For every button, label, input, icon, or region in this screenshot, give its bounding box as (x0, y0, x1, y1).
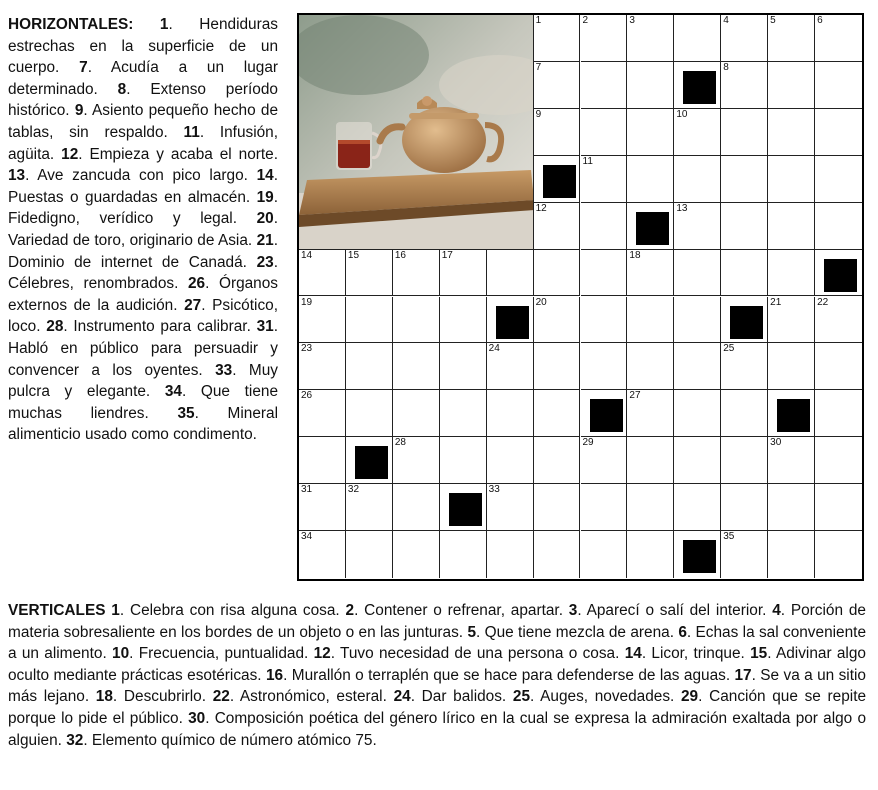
clue-number: 27 (184, 296, 202, 314)
clue-text: Infusión, agüita. (8, 123, 279, 163)
clue-text: Acudía a un lugar determinado. (8, 59, 279, 98)
black-square (674, 62, 721, 109)
clue-number: 21 (256, 231, 274, 249)
clue-item: 34. Que tiene muchas liendres. (8, 383, 279, 422)
grid-cell[interactable] (581, 250, 628, 297)
black-block (824, 259, 857, 292)
clue-text: Psicótico, loco. (8, 296, 278, 336)
black-block (683, 540, 716, 573)
clue-text: Fidedigno, verídico y legal. (8, 210, 237, 228)
clue-text: Dar balidos. (421, 688, 507, 706)
grid-cell[interactable] (815, 15, 862, 62)
clue-text: Murallón o terraplén que se hace para defenderse de las aguas. (291, 666, 731, 684)
clue-text: Se va a un sitio más lejano. (8, 666, 866, 706)
black-square (581, 390, 628, 437)
cell-number: 17 (441, 249, 453, 261)
grid-cell[interactable] (627, 484, 674, 531)
clue-number: 20 (256, 210, 274, 228)
grid-cell[interactable] (581, 15, 628, 62)
grid-cell[interactable] (721, 484, 768, 531)
teapot-photo-icon (299, 15, 534, 250)
clue-number: 23 (256, 253, 274, 271)
grid-cell[interactable] (393, 297, 440, 344)
cell-number: 33 (488, 484, 500, 496)
black-square (721, 297, 768, 344)
grid-cell[interactable] (627, 62, 674, 109)
grid-cell[interactable] (346, 531, 393, 578)
clue-text: Extenso período histórico. (8, 80, 278, 120)
cell-number: 29 (582, 437, 594, 449)
clue-item: 20. Variedad de toro, originario de Asia. (8, 210, 278, 249)
clue-number: 25 (512, 688, 531, 706)
grid-cell[interactable] (721, 203, 768, 250)
grid-cell[interactable] (581, 297, 628, 344)
black-square (768, 390, 815, 437)
clue-item: 15. Adivinar algo oculto mediante prácticas esotéricas. (8, 645, 866, 684)
clue-number: 35 (177, 404, 195, 422)
cell-number: 13 (676, 202, 688, 214)
black-block (636, 212, 669, 245)
grid-cell[interactable] (627, 15, 674, 62)
clue-item: 30. Composición poética del género lírico en la cual se expresa la admiración exaltada por algo o alguien. (8, 709, 867, 749)
clue-number: 29 (681, 688, 699, 706)
clue-number: 2 (345, 602, 355, 619)
grid-cell[interactable] (393, 484, 440, 531)
clue-item: 21. Dominio de internet de Canadá. (8, 231, 278, 271)
cell-number: 34 (301, 531, 313, 543)
grid-cell[interactable] (534, 62, 581, 109)
clue-item: 24. Dar balidos. (393, 688, 507, 706)
grid-cell[interactable] (721, 437, 768, 484)
clue-item: 23. Célebres, renombrados. (8, 253, 278, 293)
grid-cell[interactable] (768, 343, 815, 390)
clue-text: Célebres, renombrados. (8, 275, 179, 293)
grid-cell[interactable] (534, 343, 581, 390)
grid-cell[interactable] (393, 250, 440, 297)
grid-cell[interactable] (674, 437, 721, 484)
clue-item: 22. Astronómico, esteral. (212, 688, 387, 706)
clue-item: 12. Empieza y acaba el norte. (61, 145, 278, 163)
clue-number: 12 (61, 145, 79, 163)
grid-cell[interactable] (674, 203, 721, 250)
grid-cell[interactable] (534, 484, 581, 531)
black-square (346, 437, 393, 484)
cell-number: 20 (535, 296, 547, 308)
grid-cell[interactable] (581, 437, 628, 484)
clue-item: 5. Que tiene mezcla de arena. (467, 623, 674, 641)
clue-text: Elemento químico de número atómico 75. (91, 731, 377, 749)
grid-cell[interactable] (815, 156, 862, 203)
clue-text: Puestas o guardadas en almacén. (8, 188, 251, 206)
grid-cell[interactable] (768, 531, 815, 578)
clue-number: 14 (256, 167, 274, 185)
grid-cell[interactable] (534, 531, 581, 578)
grid-cell[interactable] (534, 250, 581, 297)
grid-cell[interactable] (768, 203, 815, 250)
grid-cell[interactable] (815, 437, 862, 484)
clue-text: Habló en público para persuadir y convencer a los oyentes. (8, 339, 278, 379)
clue-text: Órganos externos de la audición. (8, 275, 278, 314)
cell-number: 6 (817, 15, 823, 26)
black-square (487, 297, 534, 344)
clue-item: 12. Tuvo necesidad de una persona o cosa. (313, 645, 620, 663)
clue-item: 25. Auges, novedades. (512, 688, 675, 706)
cell-number: 27 (629, 390, 641, 402)
grid-cell[interactable] (815, 343, 862, 390)
grid-cell[interactable] (346, 484, 393, 531)
clue-text: Echas la sal conveniente a un alimento. (8, 623, 866, 663)
grid-cell[interactable] (674, 390, 721, 437)
grid-cell[interactable] (627, 531, 674, 578)
grid-cell[interactable] (815, 203, 862, 250)
clue-number: 1 (111, 602, 120, 619)
cell-number: 26 (301, 390, 313, 402)
clue-number: 17 (734, 666, 752, 684)
clue-number: 22 (212, 688, 230, 706)
clue-item: 3. Aparecí o salí del interior. (568, 602, 767, 619)
grid-cell[interactable] (534, 203, 581, 250)
clue-item: 18. Descubrirlo. (95, 688, 206, 706)
cell-number: 35 (723, 531, 735, 543)
clue-number: 7 (79, 59, 88, 77)
grid-cell[interactable] (721, 109, 768, 156)
grid-cell[interactable] (674, 156, 721, 203)
grid-cell[interactable] (815, 531, 862, 578)
grid-cell[interactable] (721, 250, 768, 297)
black-block (590, 399, 623, 432)
grid-cell[interactable] (534, 390, 581, 437)
clue-item: 14. Licor, trinque. (624, 645, 745, 663)
grid-cell[interactable] (534, 297, 581, 344)
clue-item: 1. Celebra con risa alguna cosa. (111, 602, 340, 619)
black-square (440, 484, 487, 531)
clue-text: Auges, novedades. (540, 688, 675, 706)
grid-cell[interactable] (721, 531, 768, 578)
cell-number: 25 (723, 343, 735, 355)
clue-text: Aparecí o salí del interior. (586, 602, 767, 619)
cell-number: 11 (582, 155, 593, 167)
grid-cell[interactable] (440, 250, 487, 297)
clue-item: 32. Elemento químico de número atómico 75. (66, 731, 377, 749)
black-square (534, 156, 581, 203)
horizontales-heading: HORIZONTALES: (8, 16, 134, 33)
clue-text: Dominio de internet de Canadá. (8, 253, 247, 271)
grid-cell[interactable] (299, 484, 346, 531)
grid-cell[interactable] (299, 437, 346, 484)
grid-cell[interactable] (534, 437, 581, 484)
grid-cell[interactable] (674, 15, 721, 62)
grid-cell[interactable] (581, 156, 628, 203)
clue-item: 2. Contener o refrenar, apartar. (345, 602, 563, 619)
clue-item: 10. Frecuencia, puntualidad. (112, 645, 309, 663)
grid-cell[interactable] (815, 109, 862, 156)
clue-text: Frecuencia, puntualidad. (138, 645, 309, 663)
clue-number: 5 (467, 623, 476, 641)
clue-item: 8. Extenso período histórico. (8, 80, 278, 120)
clue-item: 26. Órganos externos de la audición. (8, 275, 278, 314)
clue-item: 16. Murallón o terraplén que se hace para defenderse de las aguas. (265, 666, 731, 684)
black-block (355, 446, 388, 479)
clue-number: 8 (117, 80, 127, 98)
grid-cell[interactable] (346, 250, 393, 297)
clue-text: Ave zancuda con pico largo. (37, 167, 248, 185)
crossword-grid (297, 13, 864, 581)
tea-photo (299, 15, 534, 250)
cell-number: 4 (723, 15, 729, 26)
grid-cell[interactable] (440, 531, 487, 578)
cell-number: 16 (394, 249, 406, 261)
cell-number: 14 (301, 249, 313, 261)
clue-item: 33. Muy pulcra y elegante. (8, 361, 278, 401)
cell-number: 8 (723, 61, 729, 73)
black-square (815, 250, 862, 297)
grid-cell[interactable] (674, 250, 721, 297)
grid-cell[interactable] (627, 343, 674, 390)
grid-cell[interactable] (815, 297, 862, 344)
grid-cell[interactable] (768, 156, 815, 203)
clue-number: 34 (164, 383, 182, 401)
clue-text: Variedad de toro, originario de Asia. (8, 231, 253, 249)
clue-number: 24 (393, 688, 411, 706)
cell-number: 15 (347, 249, 360, 261)
clue-text: Que tiene mezcla de arena. (484, 623, 674, 641)
grid-cell[interactable] (581, 484, 628, 531)
cell-number: 10 (676, 108, 688, 120)
clue-number: 32 (66, 731, 84, 749)
clue-number: 15 (750, 645, 768, 663)
black-block (543, 165, 576, 198)
grid-cell[interactable] (440, 297, 487, 344)
cell-number: 23 (301, 343, 313, 355)
grid-cell[interactable] (768, 62, 815, 109)
grid-cell[interactable] (721, 62, 768, 109)
grid-cell[interactable] (393, 343, 440, 390)
clue-item: 1. Hendiduras estrechas en la superficie de un cuerpo. (8, 16, 278, 77)
grid-cell[interactable] (627, 390, 674, 437)
vertical-clues (8, 600, 866, 751)
clue-number: 11 (183, 123, 200, 141)
grid-cell[interactable] (393, 531, 440, 578)
grid-cell[interactable] (768, 297, 815, 344)
grid-cell[interactable] (674, 343, 721, 390)
grid-cell[interactable] (815, 484, 862, 531)
clue-text: Porción de materia sobresaliente en los bordes de un objeto o en las junturas. (8, 602, 866, 641)
grid-cell[interactable] (581, 109, 628, 156)
grid-cell[interactable] (346, 343, 393, 390)
clue-number: 19 (256, 188, 274, 206)
grid-cell[interactable] (581, 531, 628, 578)
cell-number: 18 (629, 249, 641, 261)
black-block (449, 493, 482, 526)
grid-cell[interactable] (627, 297, 674, 344)
grid-cell[interactable] (674, 297, 721, 344)
clue-text: Adivinar algo oculto mediante prácticas esotéricas. (8, 645, 866, 684)
clue-number: 3 (568, 602, 578, 619)
clue-item: 35. Mineral alimenticio usado como condimento. (8, 404, 278, 444)
clue-text: Canción que se repite porque lo pide el público. (8, 688, 867, 727)
clue-item: 27. Psicótico, loco. (8, 296, 278, 336)
grid-cell[interactable] (534, 15, 581, 62)
clue-text: Instrumento para calibrar. (73, 318, 251, 336)
grid-cell[interactable] (627, 156, 674, 203)
clue-item: 17. Se va a un sitio más lejano. (8, 666, 866, 706)
grid-cell[interactable] (581, 343, 628, 390)
grid-cell[interactable] (768, 437, 815, 484)
cell-number: 2 (582, 15, 589, 26)
cell-number: 32 (347, 484, 360, 496)
cell-number: 22 (817, 296, 829, 308)
clue-text: Descubrirlo. (123, 688, 206, 706)
clue-text: Que tiene muchas liendres. (8, 383, 279, 422)
clue-number: 30 (188, 709, 206, 727)
cell-number: 19 (301, 296, 313, 308)
clue-text: Contener o refrenar, apartar. (364, 602, 563, 619)
cell-number: 24 (488, 343, 500, 355)
grid-cell[interactable] (440, 437, 487, 484)
cell-number: 28 (394, 437, 406, 449)
cell-number: 30 (770, 437, 782, 449)
grid-cell[interactable] (487, 484, 534, 531)
black-square (627, 203, 674, 250)
clue-text: Celebra con risa alguna cosa. (129, 602, 340, 619)
clue-number: 6 (678, 623, 687, 641)
grid-cell[interactable] (721, 15, 768, 62)
grid-cell[interactable] (346, 390, 393, 437)
horizontal-clues (8, 14, 278, 446)
clue-item: 13. Ave zancuda con pico largo. (8, 167, 248, 185)
cell-number: 5 (770, 15, 776, 26)
grid-cell[interactable] (440, 390, 487, 437)
cell-number: 7 (535, 61, 542, 73)
cell-number: 21 (770, 296, 782, 308)
clue-number: 9 (74, 102, 84, 120)
grid-cell[interactable] (299, 250, 346, 297)
clue-text: Composición poética del género lírico en la cual se expresa la admiración exaltada por algo o alguien. (8, 709, 867, 749)
grid-cell[interactable] (299, 343, 346, 390)
clue-number: 12 (313, 645, 331, 663)
clue-number: 31 (256, 318, 274, 336)
grid-cell[interactable] (627, 437, 674, 484)
clue-item: 31. Habló en público para persuadir y convencer a los oyentes. (8, 318, 278, 379)
clue-item: 19. Fidedigno, verídico y legal. (8, 188, 278, 228)
grid-cell[interactable] (721, 390, 768, 437)
grid-cell[interactable] (768, 15, 815, 62)
cell-number: 3 (629, 15, 635, 26)
grid-cell[interactable] (299, 531, 346, 578)
grid-cell[interactable] (346, 297, 393, 344)
clue-text: Astronómico, esteral. (239, 688, 387, 706)
verticales-heading: VERTICALES (8, 602, 106, 619)
grid-cell[interactable] (487, 390, 534, 437)
clue-text: Muy pulcra y elegante. (8, 361, 278, 401)
grid-cell[interactable] (487, 437, 534, 484)
grid-cell[interactable] (721, 156, 768, 203)
cell-number: 1 (535, 15, 542, 26)
grid-cell[interactable] (768, 109, 815, 156)
black-block (730, 306, 763, 339)
grid-cell[interactable] (487, 250, 534, 297)
clue-text: Empieza y acaba el norte. (89, 145, 278, 163)
cell-number: 31 (301, 484, 313, 496)
clue-text: Licor, trinque. (651, 645, 745, 663)
clue-number: 26 (187, 275, 206, 293)
grid-cell[interactable] (815, 390, 862, 437)
clue-item: 11. Infusión, agüita. (8, 123, 279, 163)
black-block (496, 306, 529, 339)
grid-cell[interactable] (393, 390, 440, 437)
clue-item: 9. Asiento pequeño hecho de tablas, sin respaldo. (8, 102, 279, 141)
grid-cell[interactable] (534, 109, 581, 156)
grid-cell[interactable] (487, 531, 534, 578)
grid-cell[interactable] (581, 62, 628, 109)
grid-cell[interactable] (393, 437, 440, 484)
clue-text: Mineral alimenticio usado como condimento. (8, 404, 278, 444)
cell-number: 9 (535, 108, 542, 120)
grid-cell[interactable] (721, 343, 768, 390)
clue-number: 33 (215, 361, 233, 379)
black-square (674, 531, 721, 578)
grid-cell[interactable] (768, 484, 815, 531)
clue-text: Hendiduras estrechas en la superficie de un cuerpo. (8, 16, 278, 77)
grid-cell[interactable] (487, 343, 534, 390)
grid-cell[interactable] (674, 109, 721, 156)
grid-cell[interactable] (440, 343, 487, 390)
clue-number: 4 (772, 602, 781, 619)
clue-item: 14. Puestas o guardadas en almacén. (8, 167, 279, 206)
grid-cell[interactable] (674, 484, 721, 531)
grid-cell[interactable] (815, 62, 862, 109)
grid-cell[interactable] (627, 109, 674, 156)
black-block (683, 71, 716, 104)
clue-number: 13 (8, 167, 26, 185)
clue-item: 4. Porción de materia sobresaliente en los bordes de un objeto o en las junturas. (8, 602, 866, 641)
clue-text: Tuvo necesidad de una persona o cosa. (340, 645, 620, 663)
clue-number: 10 (112, 645, 130, 663)
clue-item: 6. Echas la sal conveniente a un alimento. (8, 623, 866, 663)
black-block (777, 399, 810, 432)
cell-number: 12 (535, 202, 547, 214)
clue-number: 28 (46, 318, 64, 336)
clue-item: 29. Canción que se repite porque lo pide el público. (8, 688, 867, 727)
grid-cell[interactable] (299, 297, 346, 344)
clue-number: 1 (159, 16, 169, 33)
clue-text: Asiento pequeño hecho de tablas, sin respaldo. (8, 102, 279, 141)
clue-item: 28. Instrumento para calibrar. (46, 318, 251, 336)
clue-number: 14 (624, 645, 642, 663)
grid-cell[interactable] (581, 203, 628, 250)
grid-cell[interactable] (627, 250, 674, 297)
clue-number: 16 (265, 666, 284, 684)
grid-cell[interactable] (299, 390, 346, 437)
clue-item: 7. Acudía a un lugar determinado. (8, 59, 279, 98)
clue-number: 18 (95, 688, 113, 706)
grid-cell[interactable] (768, 250, 815, 297)
